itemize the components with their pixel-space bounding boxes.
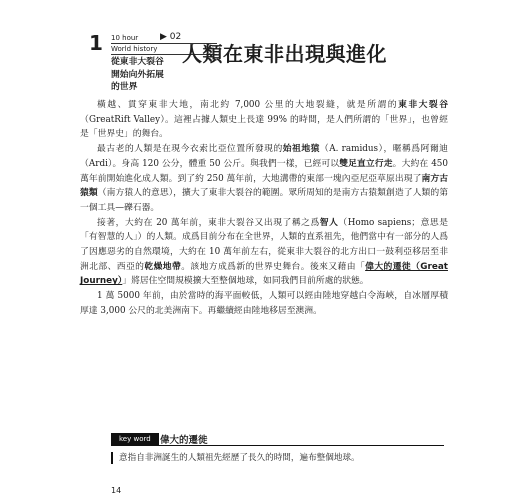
- chapter-number: 1: [89, 31, 103, 55]
- chapter-title-line: 的世界: [111, 82, 138, 92]
- section-marker: ▶ 02: [160, 32, 182, 42]
- text-run: （GreatRift Valley）。這裡占據人類史上長達 99% 的時間，是人們所謂的「世界」，也曾經是「世界史」的舞台。: [80, 114, 448, 140]
- text-run: 橫越、貫穿東非大地，南北約 7,000 公里的大地裂縫，就是所謂的: [97, 100, 399, 110]
- term-highlight: 乾燥地帶: [144, 261, 182, 272]
- keyword-divider: [111, 445, 444, 446]
- body-text: [80, 98, 448, 319]
- keyword-tag: key word: [111, 433, 159, 446]
- section-title: 人類在東非出現與進化: [182, 42, 387, 66]
- body-paragraph: [80, 216, 448, 290]
- body-paragraph: [80, 98, 448, 142]
- text-run: 。該地方成爲新的世界史舞台。後來又藉由「: [181, 261, 366, 272]
- term-highlight: 智人: [319, 217, 339, 228]
- term-highlight: 偉大的遷徙（Great Journey）: [80, 261, 448, 287]
- term-highlight: 雙足直立行走: [339, 158, 393, 169]
- term-highlight: 南方古猿類: [80, 173, 448, 199]
- text-run: 接著，大約在 20 萬年前，東非大裂谷又出現了稱之爲: [97, 217, 320, 228]
- keyword-title: 偉大的遷徙: [160, 435, 208, 446]
- chapter-title-line: 從東非大裂谷: [111, 57, 164, 67]
- chapter-label: 10 hour: [111, 33, 217, 44]
- term-highlight: 始祖地猿: [282, 144, 320, 155]
- text-run: （南方猿人的意思），擴大了東非大裂谷的範圍。眾所周知的是南方古猿類創造了人類的第一個工具—礫石器。: [80, 188, 448, 213]
- chapter-subject: World history: [111, 44, 217, 55]
- text-run: 。大約在 450 萬年前開始進化成人類。到了約 250 萬年前，大地溝帶的東部一塊內亞尼亞草原出現了: [80, 158, 448, 184]
- page-number: 14: [111, 486, 122, 495]
- keyword-definition: 意指自非洲誕生的人類祖先經歷了長久的時間，遍布整個地球。: [111, 452, 452, 464]
- body-paragraph: [80, 142, 448, 216]
- text-run: 」將居住空間規模擴大至整個地球，如同我們目前所處的狀態。: [122, 276, 369, 287]
- text-run: 最古老的人類是在現今衣索比亞位置所發現的: [97, 144, 283, 155]
- text-run: （Homo sapiens；意思是「有智慧的人」）的人類。成爲目前分布在全世界，人類的直系祖先，他們當中有一部分的人爲了因應惡劣的自然環境，大約在 10 萬年前左右，從東非大裂谷的北方出口一鼓利亞移居至非洲北部、西亞的: [80, 217, 448, 272]
- text-run: 1 萬 5000 年前，由於當時的海平面較低，人類可以經由陸地穿越白令海峽，自冰層厚積厚達 3,000 公尺的北美洲南下。再繼續經由陸地移居至澳洲。: [80, 291, 448, 316]
- chapter-title-line: 開始向外拓展: [111, 69, 164, 80]
- body-paragraph: [80, 289, 448, 318]
- term-highlight: 東非大裂谷: [398, 100, 448, 110]
- text-run: （A. ramidus），暱稱爲阿爾迪（Ardi）。身高 120 公分，體重 50 公斤。與我們一樣，已經可以: [80, 144, 448, 169]
